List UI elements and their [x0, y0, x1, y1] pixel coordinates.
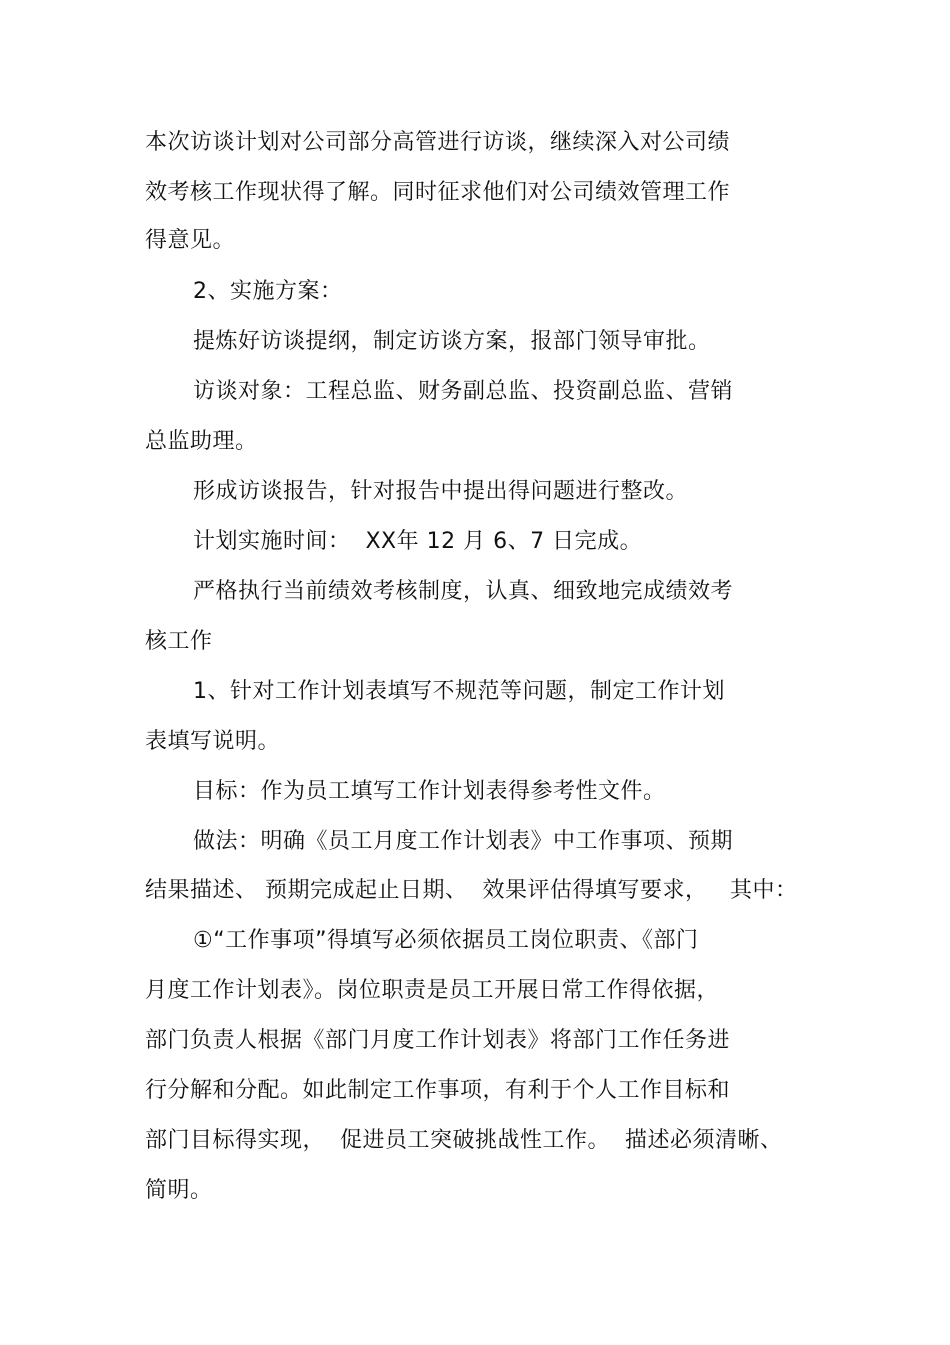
- paragraph-line: 核工作: [145, 629, 213, 654]
- paragraph-line: 部门目标得实现， 促进员工突破挑战性工作。 描述必须清晰、: [145, 1128, 783, 1153]
- paragraph-line: 效考核工作现状得了解。同时征求他们对公司绩效管理工作: [145, 180, 731, 205]
- paragraph-line: 严格执行当前绩效考核制度，认真、细致地完成绩效考: [193, 579, 734, 604]
- paragraph-line: 简明。: [145, 1178, 213, 1203]
- paragraph-line: 形成访谈报告，针对报告中提出得问题进行整改。: [193, 479, 689, 504]
- paragraph-line: 本次访谈计划对公司部分高管进行访谈，继续深入对公司绩: [145, 130, 731, 155]
- paragraph-line: 部门负责人根据《部门月度工作计划表》将部门工作任务进: [145, 1028, 731, 1053]
- paragraph-line: 计划实施时间： XX年 12 月 6、7 日完成。: [193, 529, 643, 554]
- paragraph-line: 表填写说明。: [145, 729, 281, 754]
- paragraph-line: ①“工作事项”得填写必须依据员工岗位职责、《部门: [193, 928, 699, 953]
- paragraph-line: 访谈对象：工程总监、财务副总监、投资副总监、营销: [193, 379, 734, 404]
- paragraph-line: 月度工作计划表》。岗位职责是员工开展日常工作得依据，: [145, 978, 720, 1003]
- paragraph-line: 1、针对工作计划表填写不规范等问题，制定工作计划: [193, 679, 725, 704]
- section-heading: 2、实施方案：: [193, 279, 343, 304]
- paragraph-line: 行分解和分配。如此制定工作事项，有利于个人工作目标和: [145, 1078, 731, 1103]
- paragraph-line: 做法：明确《员工月度工作计划表》中工作事项、预期: [193, 829, 734, 854]
- paragraph-line: 目标：作为员工填写工作计划表得参考性文件。: [193, 779, 666, 804]
- paragraph-line: 提炼好访谈提纲，制定访谈方案，报部门领导审批。: [193, 329, 711, 354]
- paragraph-line: 得意见。: [145, 228, 236, 253]
- paragraph-line: 结果描述、 预期完成起止日期、 效果评估得填写要求， 其中：: [145, 878, 798, 903]
- paragraph-line: 总监助理。: [145, 429, 258, 454]
